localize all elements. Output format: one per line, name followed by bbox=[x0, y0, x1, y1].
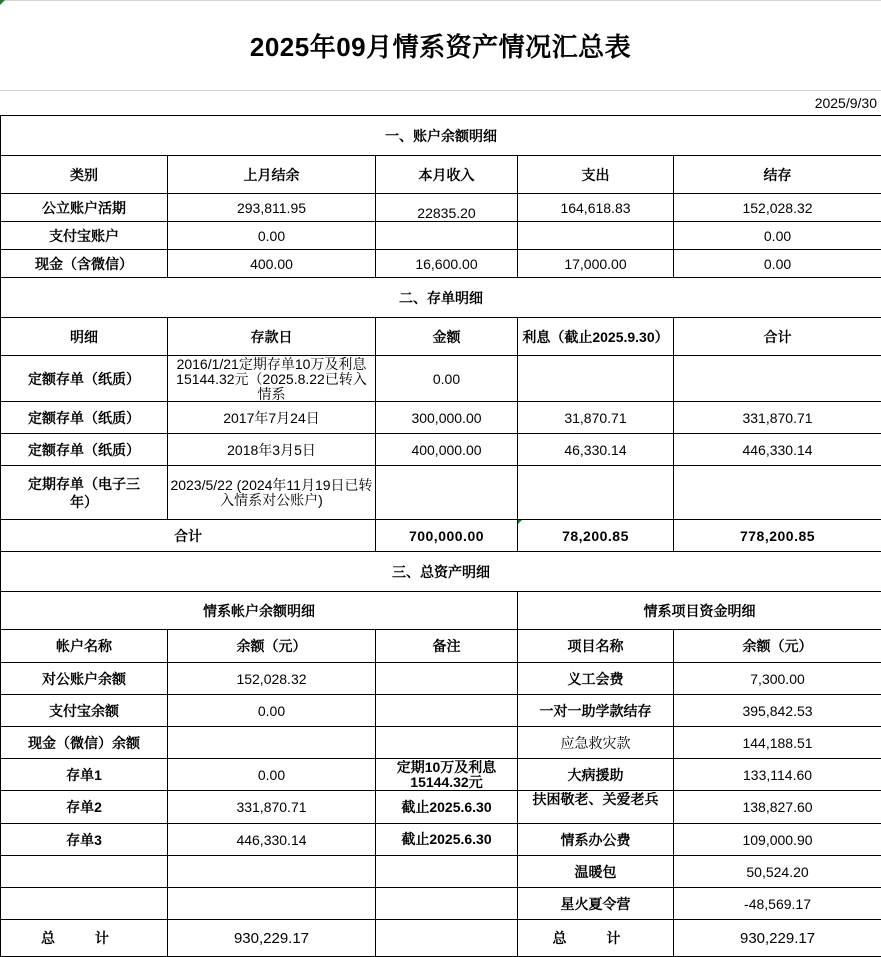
amount-cell[interactable]: 300,000.00 bbox=[376, 402, 518, 434]
remark-text: 定期10万及利息15144.32元 bbox=[396, 759, 497, 790]
deposit-type-cell[interactable]: 定额存单（纸质） bbox=[1, 402, 168, 434]
deposit-date-text: 2016/1/21定期存单10万及利息15144.32元（2025.8.22已转入情系 bbox=[176, 356, 367, 401]
remark-cell[interactable] bbox=[376, 727, 518, 759]
amount-cell[interactable]: 400,000.00 bbox=[376, 434, 518, 466]
col-header[interactable]: 项目名称 bbox=[518, 630, 674, 663]
deposit-total-label[interactable]: 合计 bbox=[1, 520, 376, 552]
section2-heading-row bbox=[1, 278, 881, 318]
interest-cell[interactable] bbox=[518, 356, 674, 402]
table-row bbox=[1, 222, 881, 250]
project-name-cell[interactable]: 应急救灾款 bbox=[518, 727, 674, 759]
deposit-date-cell[interactable] bbox=[168, 356, 376, 402]
col-header[interactable]: 备注 bbox=[376, 630, 518, 663]
table-row bbox=[1, 356, 881, 402]
project-balance-cell[interactable]: 138,827.60 bbox=[674, 791, 881, 824]
project-fund-title[interactable]: 情系项目资金明细 bbox=[518, 592, 881, 630]
account-balance-cell[interactable] bbox=[168, 856, 376, 888]
project-name-cell[interactable]: 义工会费 bbox=[518, 663, 674, 695]
deposit-total-row bbox=[1, 520, 881, 552]
account-name-cell[interactable]: 现金（微信）余额 bbox=[1, 727, 168, 759]
value-cell[interactable] bbox=[376, 222, 518, 250]
remark-cell[interactable]: 截止2025.6.30 bbox=[376, 824, 518, 856]
table-row bbox=[1, 888, 881, 920]
account-name-cell[interactable]: 存单2 bbox=[1, 791, 168, 824]
project-name-cell[interactable]: 星火夏令营 bbox=[518, 888, 674, 920]
project-name-cell[interactable]: 一对一助学款结存 bbox=[518, 695, 674, 727]
project-balance-cell[interactable]: -48,569.17 bbox=[674, 888, 881, 920]
project-balance-cell[interactable]: 7,300.00 bbox=[674, 663, 881, 695]
project-name-cell[interactable] bbox=[518, 791, 674, 824]
table-row bbox=[1, 856, 881, 888]
section3-heading[interactable]: 三、总资产明细 bbox=[1, 552, 881, 592]
deposit-type-cell[interactable]: 定额存单（纸质） bbox=[1, 356, 168, 402]
project-balance-cell[interactable]: 109,000.90 bbox=[674, 824, 881, 856]
amount-cell[interactable]: 0.00 bbox=[376, 356, 518, 402]
col-header[interactable]: 本月收入 bbox=[376, 156, 518, 194]
account-name-cell[interactable]: 存单1 bbox=[1, 759, 168, 791]
deposit-date-cell[interactable]: 2018年3月5日 bbox=[168, 434, 376, 466]
section1-heading[interactable]: 一、账户余额明细 bbox=[1, 116, 881, 156]
col-header[interactable]: 明细 bbox=[1, 318, 168, 356]
col-header[interactable]: 结存 bbox=[674, 156, 881, 194]
report-date: 2025/9/30 bbox=[814, 95, 877, 111]
account-name-cell[interactable] bbox=[1, 888, 168, 920]
remark-cell[interactable] bbox=[376, 663, 518, 695]
account-balance-cell[interactable]: 0.00 bbox=[168, 695, 376, 727]
section3-heading-row bbox=[1, 552, 881, 592]
subtotal-cell[interactable] bbox=[674, 356, 881, 402]
deposit-date-cell[interactable]: 2023/5/22 (2024年11月19日已转入情系对公账户) bbox=[168, 466, 376, 520]
project-balance-cell[interactable]: 50,524.20 bbox=[674, 856, 881, 888]
grand-total-value-left[interactable]: 930,229.17 bbox=[168, 920, 376, 957]
account-balance-cell[interactable] bbox=[168, 727, 376, 759]
table-row bbox=[1, 663, 881, 695]
table-row bbox=[1, 194, 881, 222]
table-row bbox=[1, 791, 881, 824]
deposit-total-amount[interactable]: 700,000.00 bbox=[376, 520, 518, 552]
table-row bbox=[1, 250, 881, 278]
value-cell[interactable]: 16,600.00 bbox=[376, 250, 518, 278]
remark-cell[interactable] bbox=[376, 759, 518, 791]
col-header[interactable]: 支出 bbox=[518, 156, 674, 194]
empty-cell[interactable] bbox=[376, 920, 518, 957]
project-balance-cell[interactable]: 395,842.53 bbox=[674, 695, 881, 727]
account-balance-cell[interactable] bbox=[168, 888, 376, 920]
project-name-cell[interactable]: 情系办公费 bbox=[518, 824, 674, 856]
section3-subtitle-row bbox=[1, 592, 881, 630]
value-cell[interactable]: 17,000.00 bbox=[518, 250, 674, 278]
deposit-type-cell[interactable]: 定期存单（电子三年） bbox=[1, 466, 168, 520]
col-header[interactable]: 利息（截止2025.9.30） bbox=[518, 318, 674, 356]
account-balance-cell[interactable]: 331,870.71 bbox=[168, 791, 376, 824]
value-cell[interactable]: 0.00 bbox=[168, 222, 376, 250]
project-name-cell[interactable]: 大病援助 bbox=[518, 759, 674, 791]
date-band bbox=[0, 91, 881, 115]
amount-cell[interactable] bbox=[376, 466, 518, 520]
section2-heading[interactable]: 二、存单明细 bbox=[1, 278, 881, 318]
grand-total-label-left[interactable]: 总 计 bbox=[1, 920, 168, 957]
col-header[interactable]: 金额 bbox=[376, 318, 518, 356]
col-header[interactable]: 余额（元） bbox=[674, 630, 881, 663]
remark-cell[interactable] bbox=[376, 888, 518, 920]
account-balance-title[interactable]: 情系帐户余额明细 bbox=[1, 592, 518, 630]
col-header[interactable]: 上月结余 bbox=[168, 156, 376, 194]
table-row bbox=[1, 695, 881, 727]
project-balance-cell[interactable]: 133,114.60 bbox=[674, 759, 881, 791]
col-header[interactable]: 类别 bbox=[1, 156, 168, 194]
project-name-text: 扶困敬老、关爱老兵 bbox=[532, 791, 659, 807]
account-name-cell[interactable]: 存单3 bbox=[1, 824, 168, 856]
col-header[interactable]: 帐户名称 bbox=[1, 630, 168, 663]
value-cell[interactable]: 400.00 bbox=[168, 250, 376, 278]
page-title: 2025年09月情系资产情况汇总表 bbox=[249, 31, 632, 62]
asset-summary-table bbox=[0, 115, 881, 957]
table-row bbox=[1, 759, 881, 791]
section1-heading-row bbox=[1, 116, 881, 156]
value-cell[interactable]: 22835.20 bbox=[376, 194, 518, 222]
subtotal-cell[interactable] bbox=[674, 466, 881, 520]
interest-cell[interactable] bbox=[518, 466, 674, 520]
value-cell[interactable]: 152,028.32 bbox=[674, 194, 881, 222]
account-name-cell[interactable] bbox=[1, 856, 168, 888]
category-cell[interactable]: 支付宝账户 bbox=[1, 222, 168, 250]
interest-cell[interactable]: 31,870.71 bbox=[518, 402, 674, 434]
deposit-date-cell[interactable]: 2017年7月24日 bbox=[168, 402, 376, 434]
grand-total-label-right[interactable]: 总 计 bbox=[518, 920, 674, 957]
remark-cell[interactable] bbox=[376, 856, 518, 888]
grand-total-value-right[interactable]: 930,229.17 bbox=[674, 920, 881, 957]
subtotal-cell[interactable]: 446,330.14 bbox=[674, 434, 881, 466]
table-row bbox=[1, 727, 881, 759]
table-row bbox=[1, 402, 881, 434]
section3-header-row bbox=[1, 630, 881, 663]
interest-cell[interactable]: 46,330.14 bbox=[518, 434, 674, 466]
section2-header-row bbox=[1, 318, 881, 356]
remark-cell[interactable]: 截止2025.6.30 bbox=[376, 791, 518, 824]
col-header[interactable]: 余额（元） bbox=[168, 630, 376, 663]
value-cell[interactable]: 293,811.95 bbox=[168, 194, 376, 222]
table-row bbox=[1, 434, 881, 466]
category-cell[interactable]: 公立账户活期 bbox=[1, 194, 168, 222]
account-name-cell[interactable]: 支付宝余额 bbox=[1, 695, 168, 727]
value-cell[interactable]: 0.00 bbox=[674, 250, 881, 278]
table-row bbox=[1, 466, 881, 520]
project-balance-cell[interactable]: 144,188.51 bbox=[674, 727, 881, 759]
deposit-total-sum[interactable]: 778,200.85 bbox=[674, 520, 881, 552]
deposit-total-interest[interactable]: 78,200.85 bbox=[518, 520, 674, 552]
value-cell[interactable] bbox=[518, 222, 674, 250]
account-balance-cell[interactable]: 446,330.14 bbox=[168, 824, 376, 856]
col-header[interactable]: 合计 bbox=[674, 318, 881, 356]
account-name-cell[interactable]: 对公账户余额 bbox=[1, 663, 168, 695]
category-cell[interactable]: 现金（含微信） bbox=[1, 250, 168, 278]
remark-cell[interactable] bbox=[376, 695, 518, 727]
deposit-type-cell[interactable]: 定额存单（纸质） bbox=[1, 434, 168, 466]
value-cell[interactable]: 0.00 bbox=[674, 222, 881, 250]
grand-total-row bbox=[1, 920, 881, 957]
account-balance-cell[interactable]: 0.00 bbox=[168, 759, 376, 791]
col-header[interactable]: 存款日 bbox=[168, 318, 376, 356]
subtotal-cell[interactable]: 331,870.71 bbox=[674, 402, 881, 434]
table-row bbox=[1, 824, 881, 856]
value-cell[interactable]: 164,618.83 bbox=[518, 194, 674, 222]
section1-header-row bbox=[1, 156, 881, 194]
account-balance-cell[interactable]: 152,028.32 bbox=[168, 663, 376, 695]
project-name-cell[interactable]: 温暖包 bbox=[518, 856, 674, 888]
title-band bbox=[0, 0, 881, 91]
